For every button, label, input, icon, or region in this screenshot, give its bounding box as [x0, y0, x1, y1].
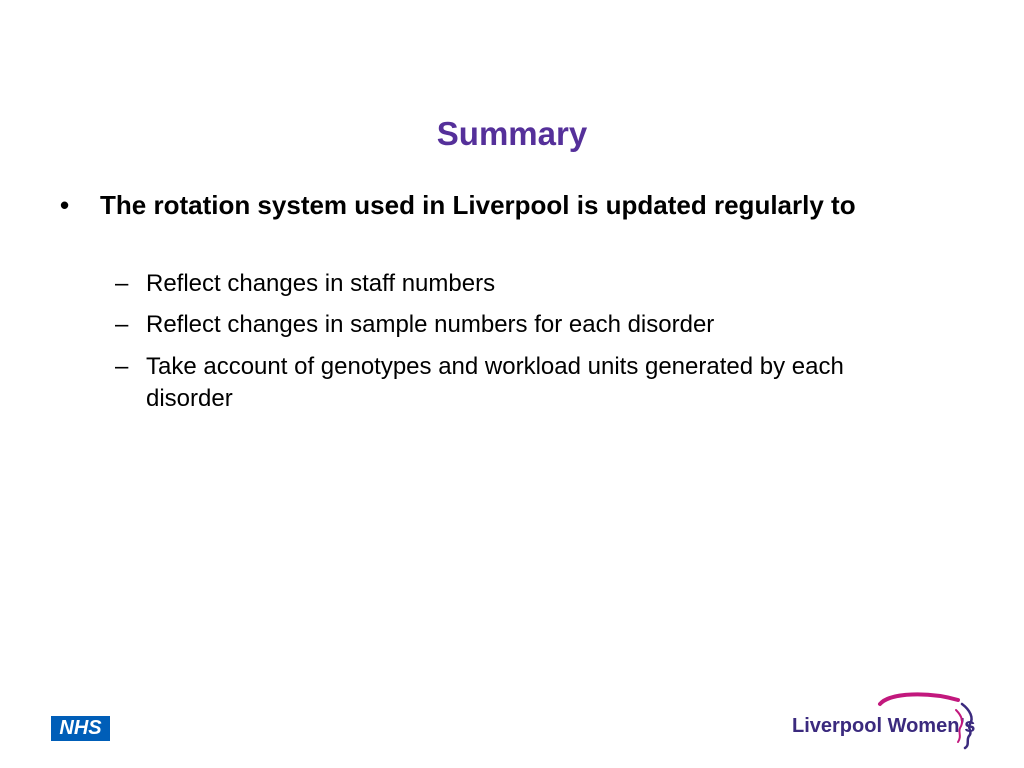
- liverpool-womens-logo-text: Liverpool Women’s: [792, 715, 976, 737]
- sub-bullet-text: Reflect changes in sample numbers for each disorder: [146, 311, 715, 338]
- sub-bullet-item: [115, 309, 915, 341]
- face-profile-icon: [870, 690, 990, 750]
- sub-bullet-marker: –: [115, 311, 129, 338]
- sub-bullet-marker: –: [115, 270, 129, 297]
- bullet-item: [60, 188, 860, 222]
- sub-bullet-marker: –: [115, 353, 129, 380]
- slide-title: Summary: [436, 115, 588, 152]
- sub-bullet-item: [115, 268, 915, 300]
- sub-bullet-text: Take account of genotypes and workload units generated by each disorder: [146, 353, 844, 412]
- nhs-logo: NHS: [51, 716, 110, 741]
- liverpool-womens-logo: [790, 690, 990, 750]
- bullet-text: The rotation system used in Liverpool is updated regularly to: [100, 190, 856, 220]
- sub-bullet-item: [115, 351, 915, 415]
- sub-bullet-text: Reflect changes in staff numbers: [146, 270, 496, 297]
- bullet-marker: •: [60, 190, 70, 220]
